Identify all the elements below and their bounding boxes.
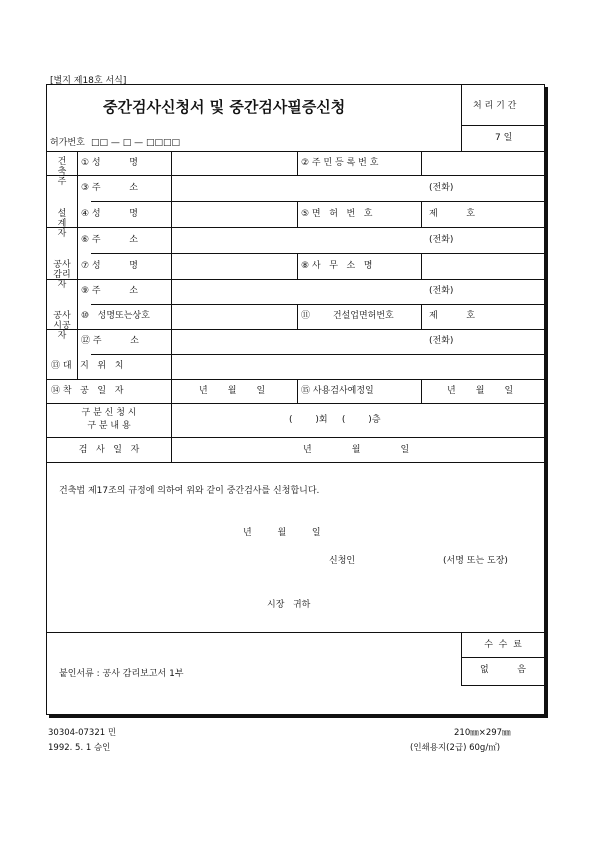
attachment-label: 붙인서류 : 공사 감리보고서 1부	[59, 669, 184, 679]
declaration-date: 년 월 일	[243, 528, 321, 538]
designer-license-value: 제 호	[429, 209, 475, 219]
divider	[461, 125, 545, 126]
divider	[91, 304, 545, 305]
divider	[297, 304, 298, 329]
inspection-date-value: 년 월 일	[303, 445, 410, 455]
divider	[461, 685, 545, 686]
divider	[297, 253, 298, 279]
divider	[461, 85, 462, 151]
contractor-license-label: ⑪ 건설업면허번호	[301, 311, 394, 321]
designer-name-label: ④ 성 명	[81, 209, 138, 219]
contractor-license-value: 제 호	[429, 311, 475, 321]
divider	[91, 354, 545, 355]
use-inspection-date-value: 년 월 일	[447, 386, 514, 396]
divider	[47, 151, 545, 152]
division-value: ( )회 ( )층	[289, 415, 381, 425]
divider	[47, 379, 545, 380]
supervisor-name-label: ⑦ 성 명	[81, 261, 138, 271]
divider	[91, 201, 545, 202]
divider	[461, 657, 545, 658]
divider	[77, 151, 78, 379]
section-designer-label: 설 계 자	[57, 209, 67, 239]
start-date-value: 년 월 일	[199, 386, 266, 396]
owner-phone-label: (전화)	[429, 183, 454, 193]
divider	[297, 201, 298, 227]
form-title: 중간검사신청서 및 중간검사필증신청	[103, 98, 346, 116]
divider	[47, 403, 545, 404]
paper-size: 210㎜×297㎜	[454, 728, 511, 738]
supervisor-address-label: ⑨ 주 소	[81, 286, 138, 296]
supervisor-office-label: ⑧ 사 무 소 명	[301, 261, 373, 271]
owner-address-label: ③ 주 소	[81, 183, 138, 193]
form-code: 30304-07321 민	[48, 728, 117, 738]
supervisor-phone-label: (전화)	[429, 286, 454, 296]
declaration-statement: 건축법 제17조의 규정에 의하여 위와 같이 중간검사를 신청합니다.	[59, 486, 320, 496]
contractor-address-label: ⑫ 주 소	[81, 336, 139, 346]
use-inspection-date-label: ⑮ 사용검사예정일	[301, 386, 374, 396]
divider	[421, 253, 422, 279]
owner-name-label: ① 성 명	[81, 158, 138, 168]
divider	[421, 151, 422, 175]
divider	[421, 304, 422, 329]
divider	[421, 379, 422, 403]
processing-period-label: 처 리 기 간	[473, 101, 517, 111]
section-supervisor-label: 공사 감리 자	[53, 260, 71, 290]
signature-label: (서명 또는 도장)	[443, 556, 508, 566]
divider	[47, 227, 545, 228]
designer-license-label: ⑤ 면 허 번 호	[301, 209, 373, 219]
permit-number-value: □□ — □ — □□□□	[91, 138, 180, 148]
permit-number-label: 허가번호	[50, 138, 85, 148]
fee-label: 수 수 료	[484, 640, 522, 650]
divider	[47, 462, 545, 463]
form-number-label: [별지 제18호 서식]	[50, 76, 127, 86]
contractor-phone-label: (전화)	[429, 336, 454, 346]
division-label-2: 구 분 내 용	[87, 421, 131, 431]
paper-spec: (인쇄용지(2급) 60g/㎡)	[410, 743, 501, 753]
recipient-label: 시장 귀하	[267, 600, 311, 610]
contractor-name-label: ⑩ 성명또는상호	[81, 311, 150, 321]
inspection-application-form	[46, 84, 545, 715]
divider	[47, 437, 545, 438]
processing-period-value: 7 일	[495, 133, 513, 143]
designer-address-label: ⑥ 주 소	[81, 235, 138, 245]
applicant-label: 신청인	[329, 556, 356, 566]
divider	[47, 632, 545, 633]
site-location-label: ⑬ 대 지 위 치	[51, 361, 124, 371]
owner-id-label: ② 주 민 등 록 번 호	[301, 158, 379, 168]
fee-value: 없 음	[480, 665, 526, 675]
section-owner-label: 건 축 주	[57, 157, 67, 187]
division-label-1: 구 분 신 청 시	[81, 408, 137, 418]
divider	[47, 175, 545, 176]
divider	[47, 329, 545, 330]
inspection-date-label: 검 사 일 자	[78, 445, 140, 455]
start-date-label: ⑭ 착 공 일 자	[51, 386, 124, 396]
divider	[297, 151, 298, 175]
designer-phone-label: (전화)	[429, 235, 454, 245]
divider	[91, 253, 545, 254]
approval-date: 1992. 5. 1 승인	[48, 743, 111, 753]
divider	[171, 151, 172, 462]
divider	[421, 201, 422, 227]
section-contractor-label: 공사 시공 자	[53, 311, 71, 341]
divider	[297, 379, 298, 403]
divider	[47, 279, 545, 280]
